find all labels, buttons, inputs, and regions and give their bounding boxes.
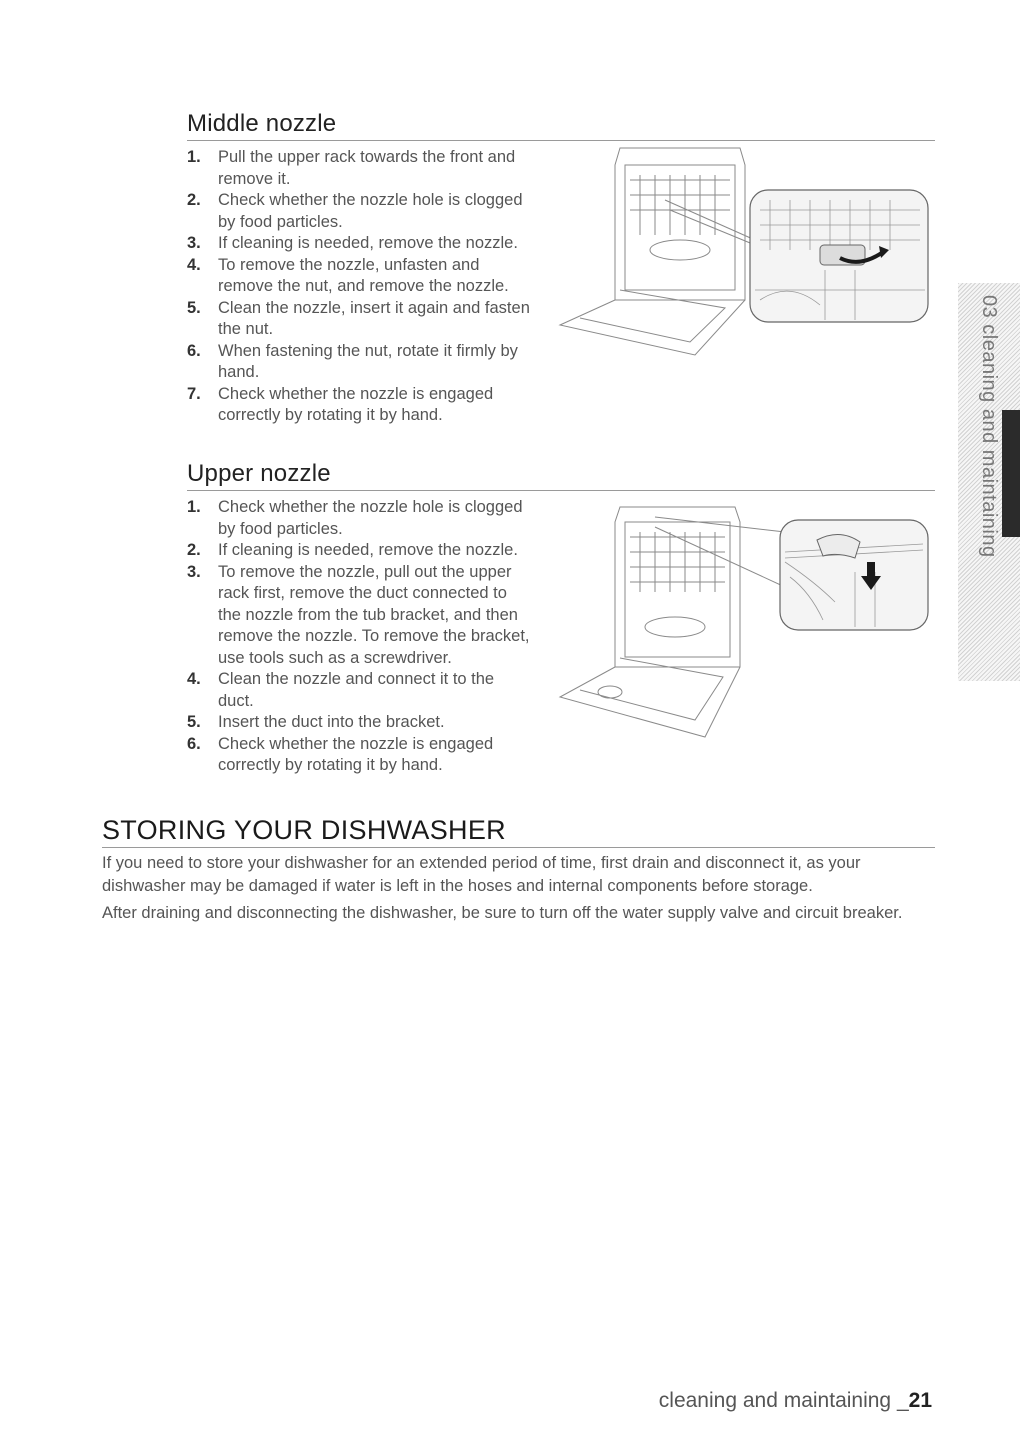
list-item: 4. To remove the nozzle, unfasten and remove the nut, and remove the nozzle.	[187, 255, 509, 295]
page-footer	[659, 1389, 932, 1413]
list-item: 6. When fastening the nut, rotate it firmly by hand.	[187, 341, 518, 381]
storing-paragraph: If you need to store your dishwasher for an extended period of time, first drain and disconnect it, as your dishwasher may be damaged if water is left in the hoses and internal components before storage.	[102, 854, 861, 895]
upper-nozzle-steps	[187, 497, 532, 777]
footer-section-name: cleaning and maintaining _	[658, 1389, 909, 1412]
list-item: 6. Check whether the nozzle is engaged correctly by rotating it by hand.	[187, 734, 494, 774]
list-item: 3. To remove the nozzle, pull out the upper rack first, remove the duct connected to the nozzle from the tub bracket, and then remove the nozzle. To remove the bracket, use tools such as a screwdriver.	[187, 562, 530, 667]
storing-heading: STORING YOUR DISHWASHER	[102, 815, 935, 848]
middle-nozzle-heading: Middle nozzle	[187, 110, 935, 141]
list-item: 5. Insert the duct into the bracket.	[187, 713, 445, 731]
list-item: 4. Clean the nozzle and connect it to the duct.	[187, 670, 495, 710]
list-item: 1. Check whether the nozzle hole is clogged by food particles.	[187, 498, 523, 538]
upper-nozzle-zoom-inset	[780, 520, 928, 630]
list-item: 7. Check whether the nozzle is engaged correctly by rotating it by hand.	[187, 384, 494, 424]
upper-nozzle-heading: Upper nozzle	[187, 460, 935, 491]
chapter-tab-label: 03 cleaning and maintaining	[978, 295, 1000, 558]
middle-nozzle-illustration	[555, 140, 935, 365]
middle-nozzle-zoom-inset	[750, 190, 928, 322]
storing-section	[102, 815, 935, 925]
middle-nozzle-steps	[187, 147, 532, 427]
page-number: 21	[908, 1389, 932, 1412]
upper-nozzle-illustration	[555, 492, 935, 752]
list-item: 2. Check whether the nozzle hole is clogged by food particles.	[187, 191, 523, 231]
chapter-side-tab	[958, 283, 1020, 681]
list-item: 3. If cleaning is needed, remove the nozzle.	[187, 234, 518, 252]
list-item: 1. Pull the upper rack towards the front and remove it.	[187, 148, 516, 188]
list-item: 2. If cleaning is needed, remove the nozzle.	[187, 541, 518, 559]
list-item: 5. Clean the nozzle, insert it again and fasten the nut.	[187, 298, 530, 338]
chapter-indicator	[1002, 410, 1020, 537]
storing-paragraph: After draining and disconnecting the dishwasher, be sure to turn off the water supply valve and circuit breaker.	[102, 904, 903, 922]
